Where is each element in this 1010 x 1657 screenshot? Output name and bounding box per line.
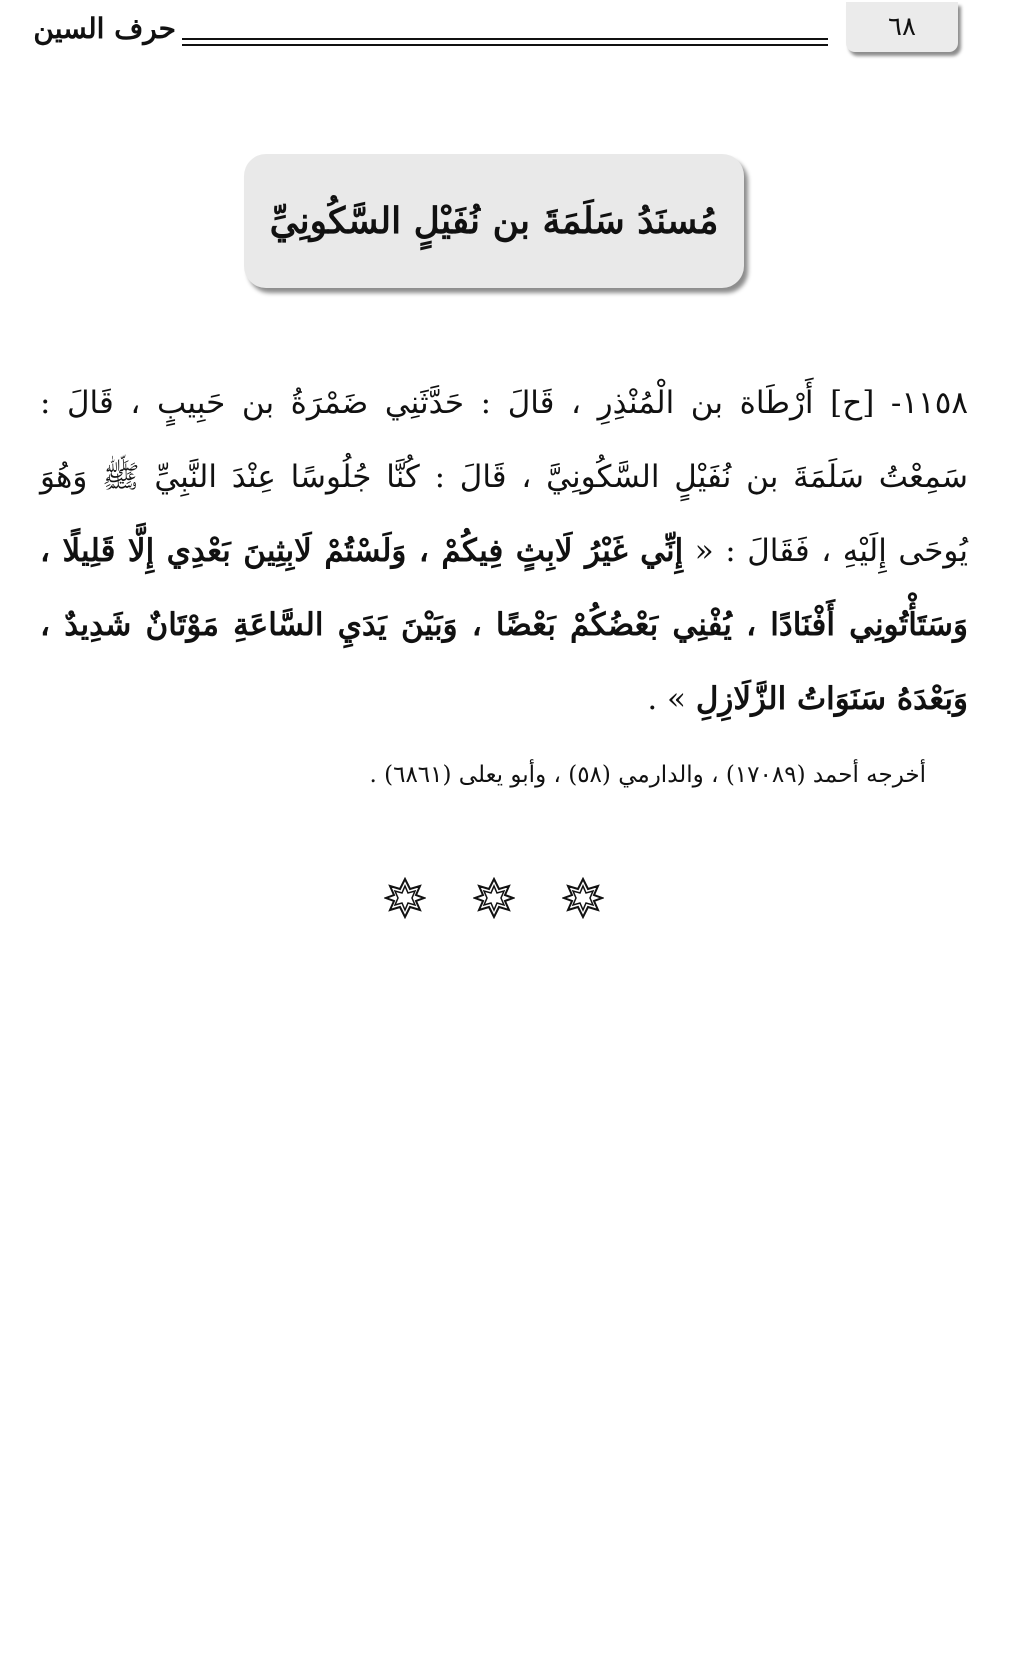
page-number-box: [846, 2, 958, 52]
takhrij-note: أخرجه أحمد (١٧٠٨٩) ، والدارمي (٥٨) ، وأبو يعلى (٦٨٦١) .: [369, 762, 926, 788]
eight-point-star-icon: [384, 877, 426, 919]
header-rule: [182, 44, 828, 46]
page-number: ٦٨: [888, 12, 916, 42]
section-end-ornaments: [384, 875, 604, 921]
hadith-narration: ١١٥٨- [ح] أَرْطَاة بن الْمُنْذِرِ ، قَالَ : حَدَّثَنِي ضَمْرَةُ بن حَبِيبٍ ، قَالَ : سَمِعْتُ سَلَمَةَ بن نُفَيْلٍ السَّكُونِيَّ ، قَالَ : كُنَّا جُلُوسًا عِنْدَ النَّبِيِّ ﷺ وَهُوَ يُوحَى إِلَيْهِ ، فَقَالَ :: [40, 385, 969, 569]
running-title: حرف السين: [33, 12, 176, 45]
eight-point-star-icon: [562, 877, 604, 919]
hadith-paragraph: [40, 366, 968, 736]
section-title-box: [244, 154, 744, 288]
header-rule: [182, 38, 828, 40]
section-title: مُسنَدُ سَلَمَةَ بن نُفَيْلٍ السَّكُونِيِّ: [269, 200, 719, 242]
eight-point-star-icon: [473, 877, 515, 919]
quote-close-mark: » .: [647, 681, 686, 717]
quote-open-mark: «: [694, 533, 714, 569]
hadith-matn: إِنِّي غَيْرُ لَابِثٍ فِيكُمْ ، وَلَسْتُمْ لَابِثِينَ بَعْدِي إِلَّا قَلِيلًا ، وَسَتَأْتُونِي أَفْنَادًا ، يُفْنِي بَعْضُكُمْ بَعْضًا ، وَبَيْنَ يَدَيِ السَّاعَةِ مَوْتَانٌ شَدِيدٌ ، وَبَعْدَهُ سَنَوَاتُ الزَّلَازِلِ: [40, 533, 968, 717]
